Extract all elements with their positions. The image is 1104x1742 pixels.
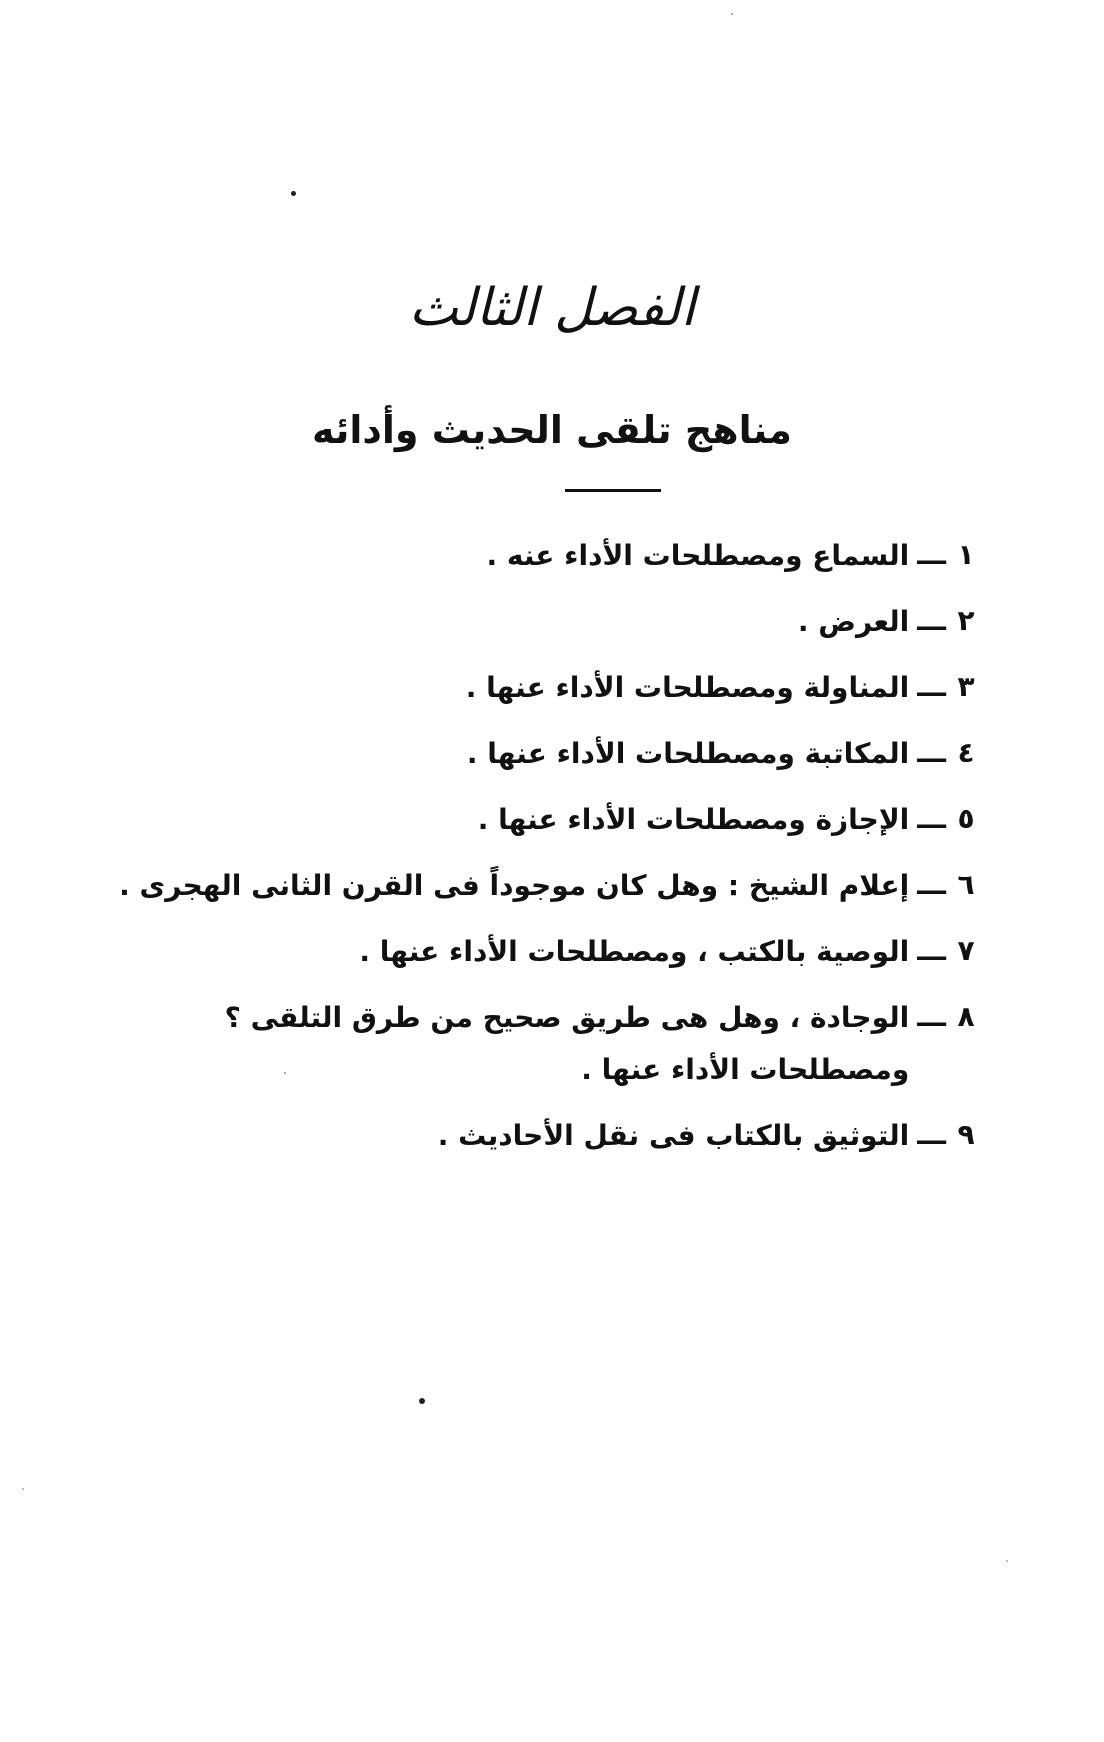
item-number: ٨ — [957, 1000, 975, 1033]
contents-item — [98, 992, 978, 1110]
scan-speck — [291, 191, 296, 196]
item-text-line: ومصطلحات الأداء عنها . — [581, 1053, 910, 1086]
item-text: المكاتبة ومصطلحات الأداء عنها . — [466, 737, 910, 770]
item-text: العرض . — [797, 605, 910, 638]
contents-item — [98, 926, 978, 992]
contents-item — [98, 596, 978, 662]
item-number: ٢ — [957, 604, 975, 637]
item-text: التوثيق بالكتاب فى نقل الأحاديث . — [437, 1119, 910, 1152]
item-dash: ـــ — [917, 868, 946, 901]
item-dash: ـــ — [917, 604, 946, 637]
item-dash: ـــ — [917, 1000, 946, 1033]
contents-item — [98, 794, 978, 860]
item-number: ٥ — [957, 802, 975, 835]
item-text: المناولة ومصطلحات الأداء عنها . — [465, 671, 910, 704]
item-number: ٩ — [957, 1118, 975, 1151]
item-text-line: الوجادة ، وهل هى طريق صحيح من طرق التلقى ؟ — [224, 1001, 910, 1034]
scan-speck — [731, 13, 733, 15]
section-title: مناهج تلقى الحديث وأدائه — [312, 408, 792, 452]
item-dash: ـــ — [917, 802, 946, 835]
contents-item — [98, 728, 978, 794]
item-dash: ـــ — [917, 1118, 946, 1151]
scan-speck — [419, 1398, 425, 1404]
item-text: السماع ومصطلحات الأداء عنه . — [486, 539, 910, 572]
item-number: ٣ — [957, 670, 975, 703]
scan-speck — [284, 1072, 286, 1074]
item-dash: ـــ — [917, 736, 946, 769]
item-number: ٧ — [957, 934, 975, 967]
contents-item — [98, 530, 978, 596]
title-divider — [565, 489, 661, 492]
item-text: الوصية بالكتب ، ومصطلحات الأداء عنها . — [359, 935, 910, 968]
contents-item — [98, 662, 978, 728]
contents-item — [98, 860, 978, 926]
item-text: إعلام الشيخ : وهل كان موجوداً فى القرن الثانى الهجرى . — [119, 869, 910, 902]
item-dash: ـــ — [917, 538, 946, 571]
item-number: ٦ — [957, 868, 975, 901]
item-number: ١ — [957, 538, 975, 571]
item-text — [225, 992, 910, 1096]
chapter-title: الفصل الثالث — [408, 278, 696, 338]
scan-speck — [22, 1488, 24, 1490]
contents-list — [98, 530, 978, 1176]
contents-item — [98, 1110, 978, 1176]
item-number: ٤ — [957, 736, 975, 769]
scan-speck — [1006, 1560, 1008, 1562]
item-dash: ـــ — [917, 670, 946, 703]
item-dash: ـــ — [917, 934, 946, 967]
item-text: الإجازة ومصطلحات الأداء عنها . — [477, 803, 910, 836]
